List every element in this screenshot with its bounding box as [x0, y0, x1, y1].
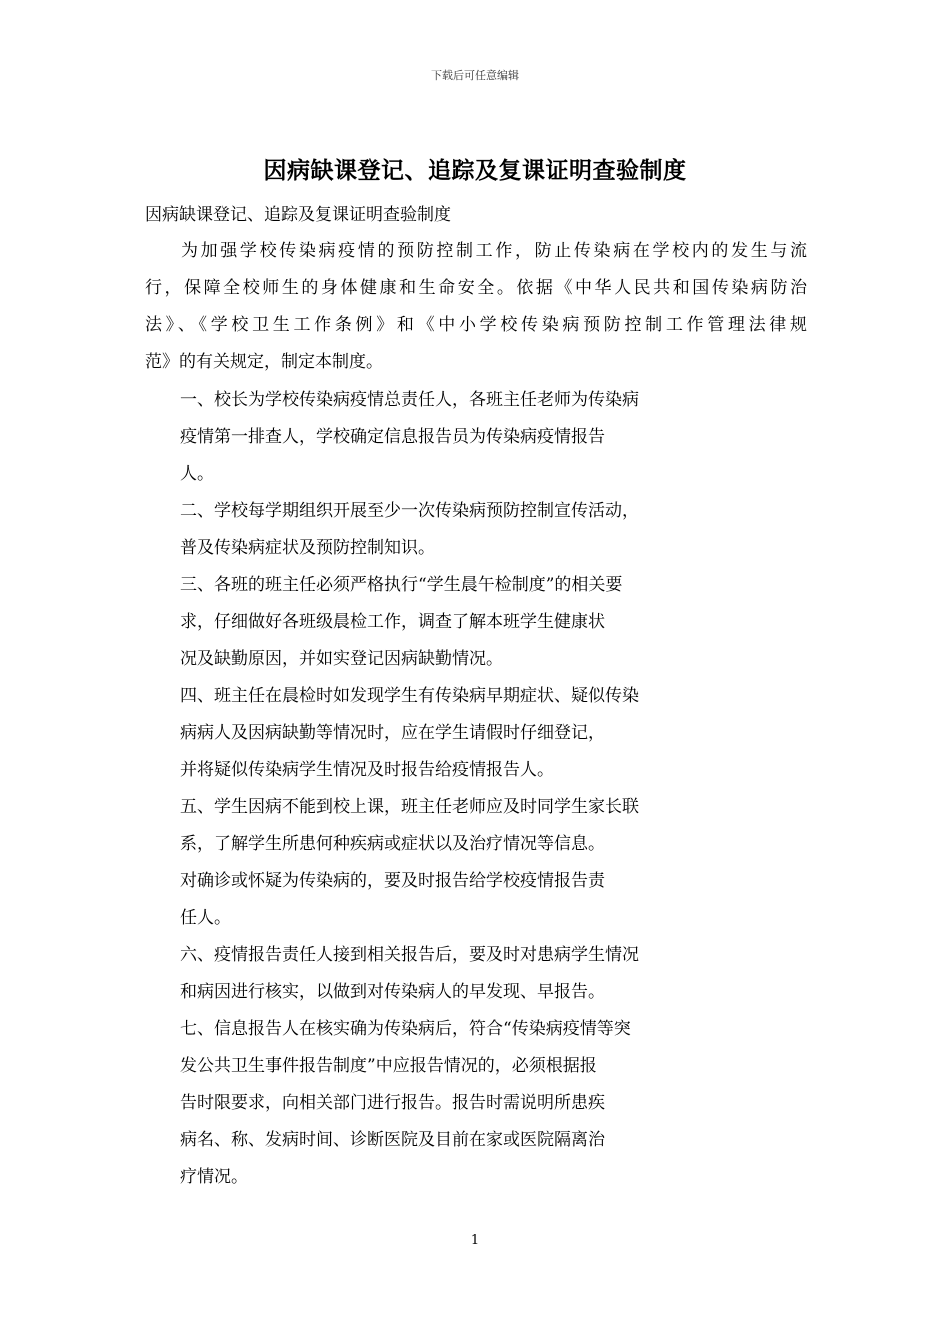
clause-line: 七、信息报告人在核实确为传染病后，符合“传染病疫情等突: [180, 1019, 631, 1039]
clause-line: 四、班主任在晨检时如发现学生有传染病早期症状、疑似传染: [180, 686, 639, 706]
intro-line: 范》的有关规定，制定本制度。: [145, 352, 383, 372]
clause-line: 和病因进行核实，以做到对传染病人的早发现、早报告。: [180, 982, 605, 1002]
clause-line: 况及缺勤原因，并如实登记因病缺勤情况。: [180, 649, 503, 669]
document-subtitle: 因病缺课登记、追踪及复课证明查验制度: [145, 205, 451, 225]
document-title: 因病缺课登记、追踪及复课证明查验制度: [263, 157, 687, 184]
intro-line: 为加强学校传染病疫情的预防控制工作，防止传染病在学校内的发生与流: [181, 241, 807, 261]
clause-line: 告时限要求，向相关部门进行报告。报告时需说明所患疾: [180, 1093, 605, 1113]
intro-line: 行，保障全校师生的身体健康和生命安全。依据《中华人民共和国传染病防治: [145, 278, 807, 298]
clause-list: [180, 382, 639, 1196]
clause-line: 二、学校每学期组织开展至少一次传染病预防控制宣传活动，: [180, 501, 639, 521]
clause-line: 求，仔细做好各班级晨检工作，调查了解本班学生健康状: [180, 612, 605, 632]
clause-line: 病名、称、发病时间、诊断医院及目前在家或医院隔离治: [180, 1130, 605, 1150]
clause-line: 疫情第一排查人，学校确定信息报告员为传染病疫情报告: [180, 427, 605, 447]
clause-line: 任人。: [180, 908, 231, 928]
clause-line: 并将疑似传染病学生情况及时报告给疫情报告人。: [180, 760, 554, 780]
clause-line: 五、学生因病不能到校上课，班主任老师应及时同学生家长联: [180, 797, 639, 817]
header-note: 下载后可任意编辑: [431, 69, 519, 82]
clause-line: 发公共卫生事件报告制度”中应报告情况的，必须根据报: [180, 1056, 597, 1076]
page-number: 1: [470, 1233, 480, 1248]
intro-line: 法》、《学校卫生工作条例》和《中小学校传染病预防控制工作管理法律规: [145, 315, 807, 335]
intro-paragraph: [145, 233, 807, 381]
clause-line: 系，了解学生所患何种疾病或症状以及治疗情况等信息。: [180, 834, 605, 854]
clause-line: 病病人及因病缺勤等情况时，应在学生请假时仔细登记，: [180, 723, 605, 743]
clause-line: 普及传染病症状及预防控制知识。: [180, 538, 435, 558]
clause-line: 人。: [180, 464, 214, 484]
clause-line: 疗情况。: [180, 1167, 248, 1187]
clause-line: 对确诊或怀疑为传染病的，要及时报告给学校疫情报告责: [180, 871, 605, 891]
clause-line: 六、疫情报告责任人接到相关报告后，要及时对患病学生情况: [180, 945, 639, 965]
clause-line: 一、校长为学校传染病疫情总责任人，各班主任老师为传染病: [180, 390, 639, 410]
clause-line: 三、各班的班主任必须严格执行“学生晨午检制度”的相关要: [180, 575, 623, 595]
